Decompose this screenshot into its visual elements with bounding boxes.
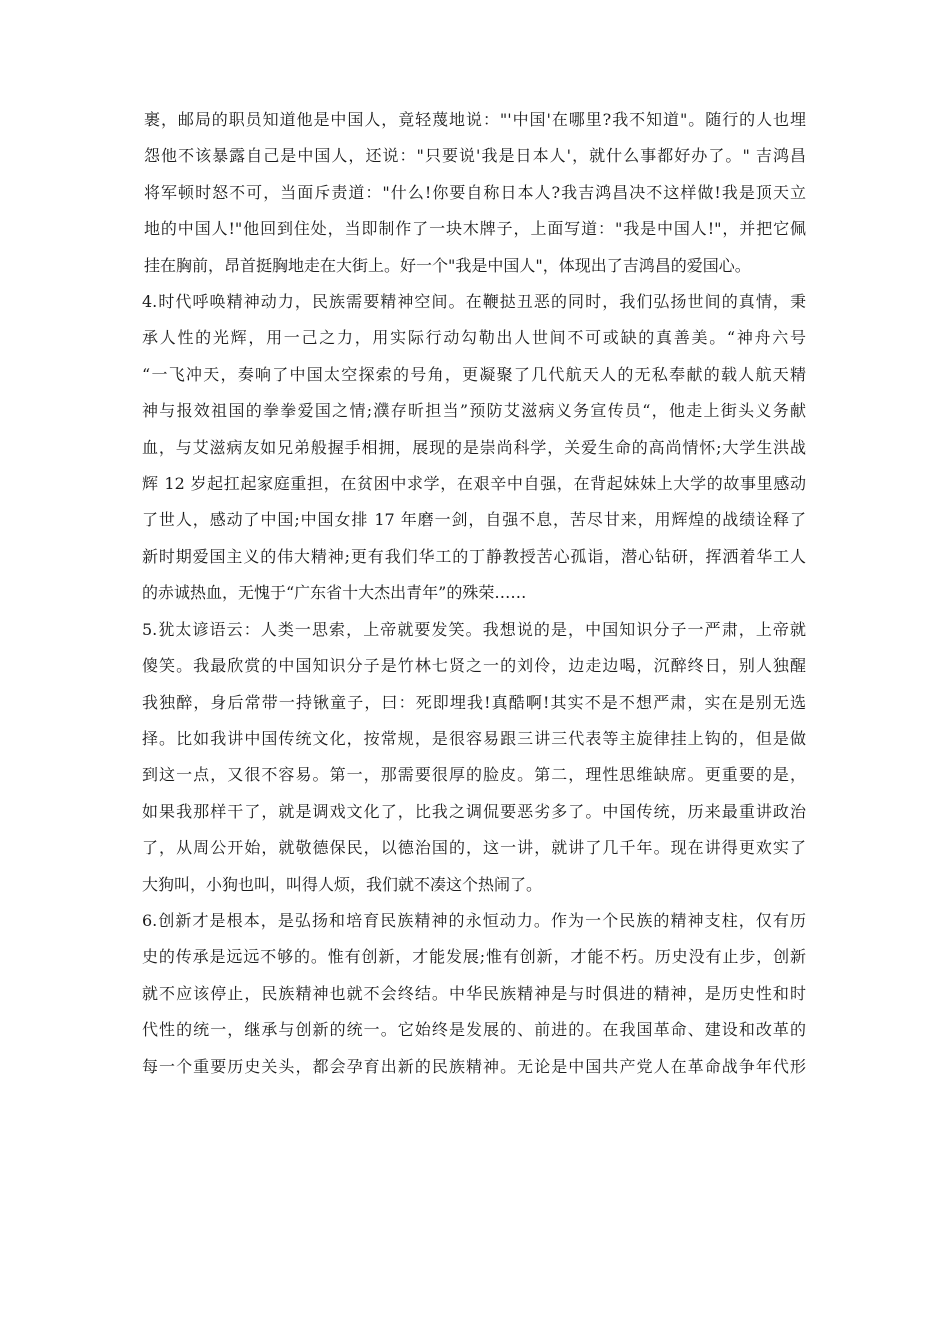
text-line: 承人性的光辉，用一己之力，用实际行动勾勒出人世间不可或缺的真善美。“神舟六号 bbox=[142, 328, 806, 348]
text-line: 的赤诚热血，无愧于“广东省十大杰出青年”的殊荣…… bbox=[142, 583, 527, 603]
text-line: 将军顿时怒不可，当面斥责道："什么!你要自称日本人?我吉鸿昌决不这样做!我是顶天立 bbox=[144, 182, 806, 202]
text-line: 裹，邮局的职员知道他是中国人，竟轻蔑地说："'中国'在哪里?我不知道"。随行的人也埋 bbox=[144, 110, 806, 129]
text-line: 择。比如我讲中国传统文化，按常规，是很容易跟三讲三代表等主旋律挂上钩的，但是做 bbox=[142, 728, 806, 748]
paragraph-continued bbox=[144, 102, 806, 284]
text-line: 如果我那样干了，就是调戏文化了，比我之调侃要恶劣多了。中国传统，历来最重讲政治 bbox=[142, 801, 806, 821]
text-line: 挂在胸前，昂首挺胸地走在大街上。好一个"我是中国人"，体现出了吉鸿昌的爱国心。 bbox=[144, 255, 751, 275]
text-line: 神与报效祖国的拳拳爱国之情;濮存昕担当”预防艾滋病义务宣传员“，他走上街头义务献 bbox=[142, 401, 806, 421]
text-line: 我独醉，身后常带一持锹童子，曰：死即埋我!真酷啊!其实不是不想严肃，实在是别无选 bbox=[142, 692, 806, 712]
paragraph-4 bbox=[142, 284, 806, 612]
text-line: 傻笑。我最欣赏的中国知识分子是竹林七贤之一的刘伶，边走边喝，沉醉终日，别人独醒 bbox=[142, 656, 806, 676]
text-line: 了，从周公开始，就敬德保民，以德治国的，这一讲，就讲了几千年。现在讲得更欢实了 bbox=[142, 838, 806, 858]
text-line: 血，与艾滋病友如兄弟般握手相拥，展现的是崇尚科学，关爱生命的高尚情怀;大学生洪战 bbox=[142, 437, 806, 457]
text-line: 大狗叫，小狗也叫，叫得人烦，我们就不凑这个热闹了。 bbox=[142, 874, 543, 894]
text-line: 每一个重要历史关头，都会孕育出新的民族精神。无论是中国共产党人在革命战争年代形 bbox=[142, 1056, 806, 1076]
text-line: 6.创新才是根本，是弘扬和培育民族精神的永恒动力。作为一个民族的精神支柱，仅有历 bbox=[142, 910, 806, 930]
text-line: 辉 12 岁起扛起家庭重担，在贫困中求学，在艰辛中自强，在背起妹妹上大学的故事里感动 bbox=[142, 474, 806, 494]
text-line: 就不应该停止，民族精神也就不会终结。中华民族精神是与时俱进的精神，是历史性和时 bbox=[142, 983, 806, 1003]
paragraph-6 bbox=[142, 903, 806, 1085]
text-line: 史的传承是远远不够的。惟有创新，才能发展;惟有创新，才能不朽。历史没有止步，创新 bbox=[142, 947, 806, 967]
paragraph-5 bbox=[142, 612, 806, 903]
text-line: 5.犹太谚语云：人类一思索，上帝就要发笑。我想说的是，中国知识分子一严肃，上帝就 bbox=[142, 619, 806, 639]
text-line: 地的中国人!"他回到住处，当即制作了一块木牌子，上面写道："我是中国人!"，并把它佩 bbox=[144, 219, 806, 239]
text-line: 代性的统一，继承与创新的统一。它始终是发展的、前进的。在我国革命、建设和改革的 bbox=[142, 1020, 806, 1040]
text-line: 到这一点，又很不容易。第一，那需要很厚的脸皮。第二，理性思维缺席。更重要的是， bbox=[142, 765, 806, 785]
text-line: 怨他不该暴露自己是中国人，还说："只要说'我是日本人'，就什么事都好办了。" 吉鸿昌 bbox=[144, 146, 806, 166]
text-line: 了世人，感动了中国;中国女排 17 年磨一剑，自强不息，苦尽甘来，用辉煌的战绩诠释了 bbox=[142, 510, 806, 530]
text-line: 新时期爱国主义的伟大精神;更有我们华工的丁静教授苦心孤诣，潜心钻研，挥洒着华工人 bbox=[142, 546, 806, 566]
text-line: 4.时代呼唤精神动力，民族需要精神空间。在鞭挞丑恶的同时，我们弘扬世间的真情，秉 bbox=[142, 292, 806, 312]
document-body bbox=[144, 102, 806, 1085]
text-line: “一飞冲天，奏响了中国太空探索的号角，更凝聚了几代航天人的无私奉献的载人航天精 bbox=[142, 364, 806, 384]
